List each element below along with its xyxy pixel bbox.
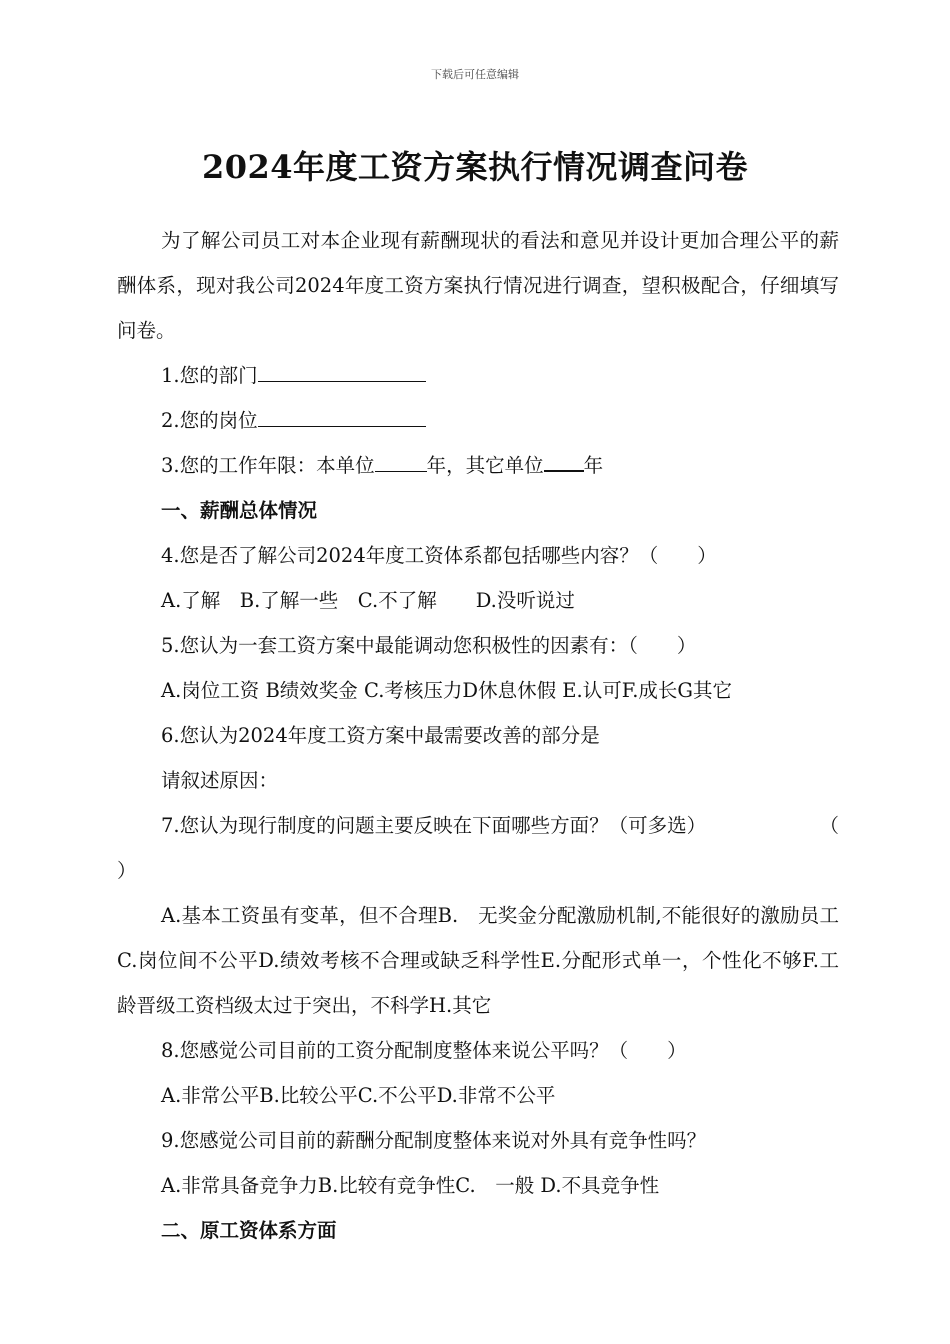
question-4-options: A.了解 B.了解一些 C.不了解 D.没听说过 <box>161 589 575 612</box>
question-7-paren-close: ） <box>117 859 137 882</box>
question-3-mid: 年，其它单位 <box>426 454 544 477</box>
years-other-unit-blank[interactable] <box>544 446 584 472</box>
question-7-options: A.基本工资虽有变革，但不合理B. 无奖金分配激励机制,不能很好的激励员工C.岗位间不公平D.绩效考核不合理或缺乏科学性E.分配形式单一，个性化不够F.工龄晋级工资档级太过于突出，不科学H.其它 <box>117 904 839 1017</box>
years-this-unit-blank[interactable] <box>375 447 427 472</box>
question-7 <box>117 803 839 848</box>
position-blank[interactable] <box>258 402 426 427</box>
question-8-options: A.非常公平B.比较公平C.不公平D.非常不公平 <box>161 1084 556 1107</box>
question-3-suffix: 年 <box>583 454 604 477</box>
question-6: 6.您认为2024年度工资方案中最需要改善的部分是 <box>161 724 600 747</box>
question-3-prefix: 3.您的工作年限：本单位 <box>161 454 375 477</box>
question-6-reason: 请叙述原因： <box>161 769 279 792</box>
section-heading-1: 一、薪酬总体情况 <box>161 499 318 522</box>
question-8: 8.您感觉公司目前的工资分配制度整体来说公平吗？（ ） <box>161 1039 687 1062</box>
document-title: 2024年度工资方案执行情况调查问卷 <box>201 148 749 186</box>
question-7-paren-open: （ <box>819 814 839 837</box>
section-heading-2: 二、原工资体系方面 <box>161 1219 337 1242</box>
question-2-text: 2.您的岗位 <box>161 409 258 432</box>
question-4: 4.您是否了解公司2024年度工资体系都包括哪些内容？（ ） <box>161 544 717 567</box>
question-1-text: 1.您的部门 <box>161 364 258 387</box>
question-9: 9.您感觉公司目前的薪酬分配制度整体来说对外具有竞争性吗？ <box>161 1129 707 1152</box>
department-blank[interactable] <box>258 357 426 382</box>
question-3 <box>117 443 839 488</box>
question-2 <box>117 398 839 443</box>
question-1 <box>117 353 839 398</box>
question-5-options: A.岗位工资 B绩效奖金 C.考核压力D休息休假 E.认可F.成长G其它 <box>161 679 732 702</box>
question-7-text: 7.您认为现行制度的问题主要反映在下面哪些方面？（可多选） <box>161 814 707 837</box>
question-9-options: A.非常具备竞争力B.比较有竞争性C. 一般 D.不具竞争性 <box>161 1174 660 1197</box>
header-note: 下载后可任意编辑 <box>431 68 519 81</box>
document-body <box>117 218 839 1253</box>
question-5: 5.您认为一套工资方案中最能调动您积极性的因素有：（ ） <box>161 634 697 657</box>
intro-paragraph: 为了解公司员工对本企业现有薪酬现状的看法和意见并设计更加合理公平的薪酬体系，现对我公司2024年度工资方案执行情况进行调查，望积极配合，仔细填写问卷。 <box>117 229 839 342</box>
